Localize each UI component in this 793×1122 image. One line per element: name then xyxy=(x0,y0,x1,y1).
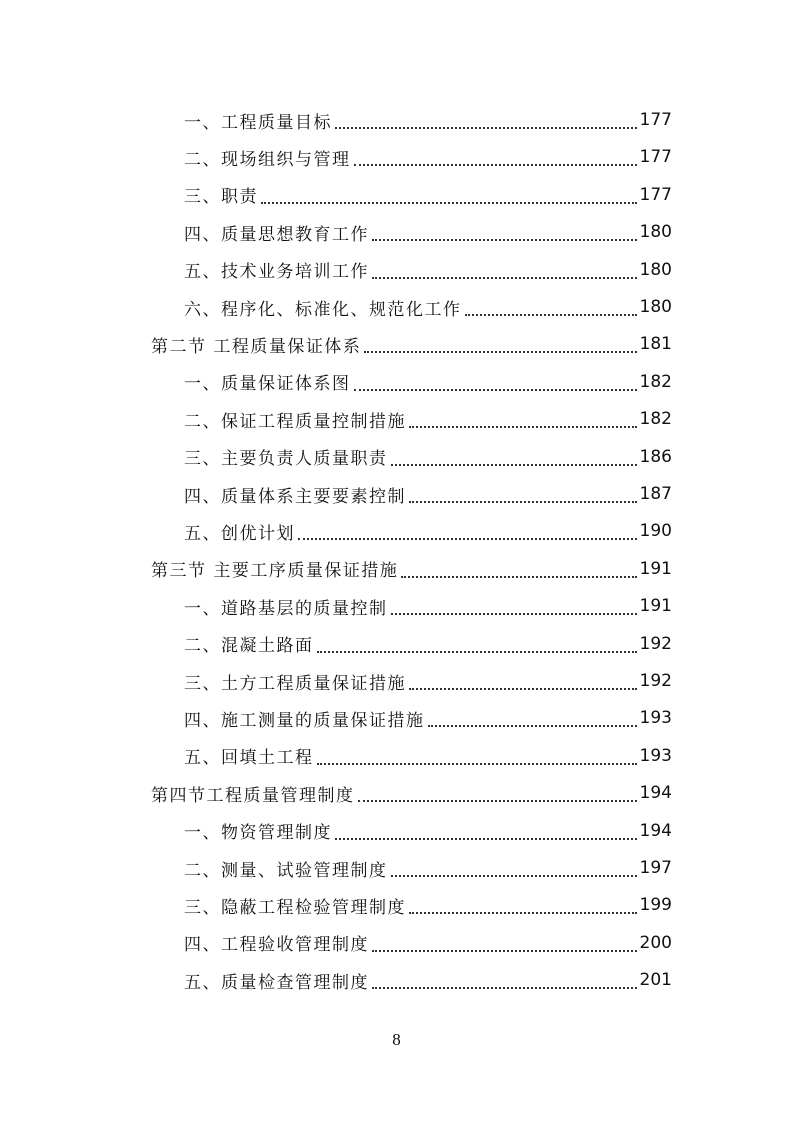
toc-entry-title: 二、混凝土路面 xyxy=(184,636,314,657)
toc-entry-page: 192 xyxy=(639,633,672,654)
toc-entry-title: 三、职责 xyxy=(184,187,258,208)
toc-entry[interactable] xyxy=(184,965,672,995)
toc-entry-title: 四、质量思想教育工作 xyxy=(184,224,369,245)
toc-entry-title: 三、隐蔽工程检验管理制度 xyxy=(184,897,406,918)
toc-leader-dots xyxy=(409,892,637,914)
toc-section-entry[interactable] xyxy=(151,554,672,584)
toc-entry[interactable] xyxy=(184,217,672,247)
toc-entry-page: 194 xyxy=(639,820,672,841)
toc-entry[interactable] xyxy=(184,516,672,546)
toc-entry[interactable] xyxy=(184,629,672,659)
toc-leader-dots xyxy=(372,219,637,241)
toc-entry-title: 一、道路基层的质量控制 xyxy=(184,598,388,619)
toc-leader-dots xyxy=(364,331,636,353)
toc-entry[interactable] xyxy=(184,442,672,472)
toc-entry-title: 三、土方工程质量保证措施 xyxy=(184,673,406,694)
toc-leader-dots xyxy=(335,818,637,840)
toc-entry[interactable] xyxy=(184,255,672,285)
toc-entry-page: 177 xyxy=(639,110,672,130)
toc-entry-page: 200 xyxy=(639,932,672,953)
toc-entry-title: 四、质量体系主要要素控制 xyxy=(184,486,406,507)
toc-entry[interactable] xyxy=(184,741,672,771)
toc-entry[interactable] xyxy=(184,367,672,397)
toc-entry-page: 190 xyxy=(639,521,672,542)
toc-entry-page: 182 xyxy=(639,371,672,392)
toc-entry-title: 五、技术业务培训工作 xyxy=(184,262,369,283)
toc-entry-title: 五、创优计划 xyxy=(184,523,295,544)
toc-entry-page: 191 xyxy=(639,558,672,579)
toc-entry-title: 四、施工测量的质量保证措施 xyxy=(184,710,425,731)
toc-entry[interactable] xyxy=(184,666,672,696)
toc-entry-page: 201 xyxy=(639,970,672,991)
toc-entry-page: 177 xyxy=(639,184,672,205)
toc-entry[interactable] xyxy=(184,890,672,920)
toc-entry-page: 177 xyxy=(639,147,672,168)
toc-entry[interactable] xyxy=(184,703,672,733)
toc-entry-title: 二、保证工程质量控制措施 xyxy=(184,411,406,432)
toc-entry-page: 199 xyxy=(639,895,672,916)
toc-section-entry[interactable] xyxy=(151,778,672,808)
toc-leader-dots xyxy=(409,406,637,428)
toc-leader-dots xyxy=(354,369,637,391)
toc-entry-title: 一、物资管理制度 xyxy=(184,823,332,844)
toc-section-entry[interactable] xyxy=(151,329,672,359)
toc-leader-dots xyxy=(409,481,637,503)
toc-entry-title: 五、回填土工程 xyxy=(184,748,314,769)
toc-leader-dots xyxy=(358,780,637,802)
toc-entry-page: 182 xyxy=(639,409,672,430)
toc-entry[interactable] xyxy=(184,105,672,135)
toc-leader-dots xyxy=(391,444,637,466)
toc-entry-page: 180 xyxy=(639,297,672,317)
toc-entry-page: 186 xyxy=(639,446,672,467)
toc-leader-dots xyxy=(261,182,637,204)
toc-entry[interactable] xyxy=(184,591,672,621)
toc-entry-title: 第三节 主要工序质量保证措施 xyxy=(151,561,399,582)
toc-entry-page: 187 xyxy=(639,484,672,504)
toc-entry-title: 一、质量保证体系图 xyxy=(184,374,351,395)
toc-entry[interactable] xyxy=(184,142,672,172)
toc-leader-dots xyxy=(409,668,637,690)
toc-entry-title: 四、工程验收管理制度 xyxy=(184,935,369,956)
toc-entry[interactable] xyxy=(184,180,672,210)
toc-entry[interactable] xyxy=(184,853,672,883)
toc-leader-dots xyxy=(372,257,637,279)
toc-entry-title: 第二节 工程质量保证体系 xyxy=(151,336,362,357)
toc-leader-dots xyxy=(401,556,636,578)
toc-entry-page: 181 xyxy=(639,334,672,355)
toc-entry[interactable] xyxy=(184,928,672,958)
toc-entry[interactable] xyxy=(184,292,672,322)
toc-entry-title: 二、现场组织与管理 xyxy=(184,149,351,170)
toc-entry-page: 193 xyxy=(639,745,672,766)
toc-entry-page: 192 xyxy=(639,671,672,691)
toc-entry[interactable] xyxy=(184,404,672,434)
toc-entry-title: 二、测量、试验管理制度 xyxy=(184,860,388,881)
toc-entry[interactable] xyxy=(184,479,672,509)
toc-leader-dots xyxy=(335,107,637,129)
toc-leader-dots xyxy=(428,705,637,727)
toc-leader-dots xyxy=(298,518,637,540)
toc-entry-page: 193 xyxy=(639,708,672,729)
toc-leader-dots xyxy=(391,855,637,877)
toc-entry-page: 191 xyxy=(639,596,672,617)
toc-leader-dots xyxy=(391,593,637,615)
toc-leader-dots xyxy=(317,743,637,765)
toc-entry-page: 180 xyxy=(639,222,672,243)
toc-leader-dots xyxy=(317,631,637,653)
toc-entry-page: 197 xyxy=(639,858,672,878)
toc-entry-page: 180 xyxy=(639,259,672,280)
toc-entry-page: 194 xyxy=(639,783,672,804)
toc-entry[interactable] xyxy=(184,816,672,846)
toc-entry-title: 三、主要负责人质量职责 xyxy=(184,449,388,470)
toc-entry-title: 五、质量检查管理制度 xyxy=(184,972,369,993)
page-number: 8 xyxy=(392,1030,401,1049)
toc-entry-title: 一、工程质量目标 xyxy=(184,112,332,133)
toc-leader-dots xyxy=(354,144,637,166)
toc-entry-title: 六、程序化、标准化、规范化工作 xyxy=(184,299,462,320)
toc-leader-dots xyxy=(465,294,637,316)
toc-leader-dots xyxy=(372,930,637,952)
toc-leader-dots xyxy=(372,967,637,989)
toc-entry-title: 第四节工程质量管理制度 xyxy=(151,785,355,806)
